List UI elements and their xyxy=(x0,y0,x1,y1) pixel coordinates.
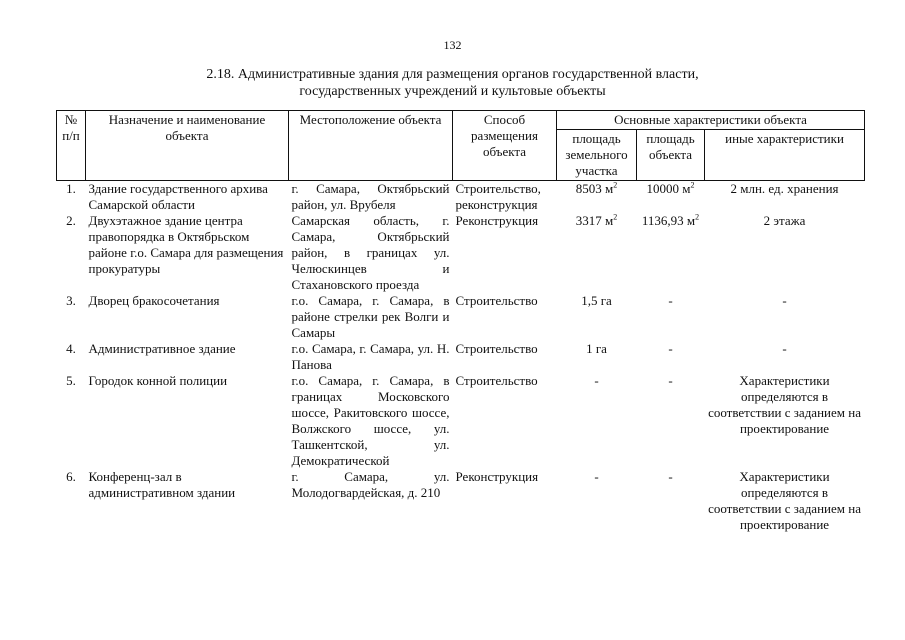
row-location: г. Самара, ул. Молодогвардейская, д. 210 xyxy=(291,469,450,500)
row-land-area: 1,5 га xyxy=(581,293,612,308)
row-location: Самарская область, г. Самара, Октябрьский район, в границах ул. Челюскинцев и Стахановского проезда xyxy=(291,213,450,292)
row-name: Двухэтажное здание центра правопорядка в Октябрьском районе г.о. Самара для размещения прокуратуры xyxy=(88,213,284,276)
row-num: 5. xyxy=(66,373,76,388)
row-object-area: - xyxy=(668,469,673,484)
title-line-2: государственных учреждений и культовые объекты xyxy=(299,84,606,99)
title-line-1: 2.18. Административные здания для размещения органов государственной власти, xyxy=(206,67,699,82)
row-method: Строительство, реконструкция xyxy=(455,181,541,212)
row-location: г.о. Самара, г. Самара, ул. Н. Панова xyxy=(291,341,450,372)
page-number: 132 xyxy=(443,38,462,52)
row-method: Реконструкция xyxy=(455,213,539,228)
header-characteristics: Основные характеристики объекта xyxy=(557,111,865,130)
row-object-area: 10000 $м^2$ xyxy=(646,180,695,196)
row-other: - xyxy=(782,341,787,356)
row-other: 2 этажа xyxy=(763,213,806,228)
header-land-area: площадь земельного участка xyxy=(557,130,637,181)
row-land-area: - xyxy=(594,373,599,388)
row-name: Здание государственного архива Самарской области xyxy=(88,181,268,212)
row-location: г.о. Самара, г. Самара, в границах Московского шоссе, Ракитовского шоссе, Волжского шоссе, ул. Ташкентской, ул. Демократической xyxy=(291,373,450,468)
row-other: Характеристики определяются в соответствии с заданием на проектирование xyxy=(708,373,861,436)
row-object-area: 1136,93 $м^2$ xyxy=(641,212,700,228)
header-name: Назначение и наименование объекта xyxy=(86,111,289,181)
table-row xyxy=(57,469,865,533)
row-other: 2 млн. ед. хранения xyxy=(730,181,839,196)
row-method: Строительство xyxy=(455,373,538,388)
table-row xyxy=(57,373,865,469)
row-land-area: 1 га xyxy=(586,341,607,356)
header-method: Способ размещения объекта xyxy=(453,111,557,181)
row-land-area: 3317 $м^2$ xyxy=(575,212,618,228)
row-method: Реконструкция xyxy=(455,469,539,484)
row-name: Конференц-зал в административном здании xyxy=(88,469,236,500)
table-row xyxy=(57,181,865,214)
header-location: Местоположение объекта xyxy=(289,111,453,181)
row-land-area: 8503 $м^2$ xyxy=(575,180,618,196)
row-method: Строительство xyxy=(455,293,538,308)
row-other: Характеристики определяются в соответствии с заданием на проектирование xyxy=(708,469,861,532)
row-method: Строительство xyxy=(455,341,538,356)
row-name: Городок конной полиции xyxy=(88,373,228,388)
row-location: г.о. Самара, г. Самара, в районе стрелки рек Волги и Самары xyxy=(291,293,450,340)
table-row xyxy=(57,293,865,341)
row-num: 4. xyxy=(66,341,76,356)
row-num: 1. xyxy=(66,181,76,196)
row-object-area: - xyxy=(668,293,673,308)
row-other: - xyxy=(782,293,787,308)
row-num: 6. xyxy=(66,469,76,484)
row-location: г. Самара, Октябрьский район, ул. Врубеля xyxy=(291,181,450,212)
document-title xyxy=(0,66,905,100)
row-object-area: - xyxy=(668,341,673,356)
objects-table xyxy=(56,110,865,533)
header-other: иные характеристики xyxy=(705,130,865,181)
header-object-area: площадь объекта xyxy=(637,130,705,181)
row-land-area: - xyxy=(594,469,599,484)
row-num: 2. xyxy=(66,213,76,228)
table-row xyxy=(57,341,865,373)
row-num: 3. xyxy=(66,293,76,308)
row-name: Административное здание xyxy=(88,341,236,356)
row-name: Дворец бракосочетания xyxy=(88,293,220,308)
row-object-area: - xyxy=(668,373,673,388)
header-num: № п/п xyxy=(57,111,86,181)
table-row xyxy=(57,213,865,293)
